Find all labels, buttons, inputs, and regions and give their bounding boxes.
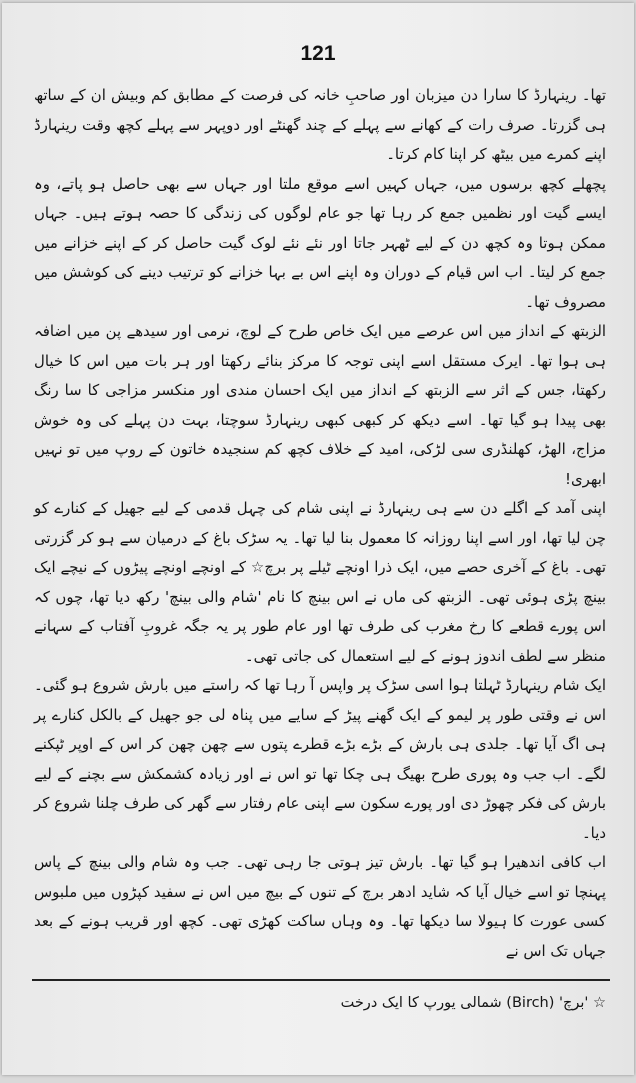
paragraph: اپنی آمد کے اگلے دن سے ہی رینہارڈ نے اپنی شام کی چہل قدمی کے لیے جھیل کے کنارے کو چن لیا تھا، اور اسے اپنا روزانہ کا معمول بنا لیا تھا۔ یہ سڑک باغ کے درمیان سے ہو کر گزرتی تھی۔ باغ کے آخری حصے میں، ایک ذرا اونچے ٹیلے پر برچ☆ کے اونچے اونچے پیڑوں کے نیچے ایک بینچ پڑی ہوئی تھی۔ الزبتھ کی ماں نے اس بینچ کا نام 'شام والی بینچ' رکھ دیا تھا، چوں کہ اس پورے قطعے کا رخ مغرب کی طرف تھا اور عام طور پر یہ جگہ غروبِ آفتاب کے سہانے منظر سے لطف اندوز ہونے کے لیے استعمال کی جاتی تھی۔ [34, 499, 606, 665]
footnote: ☆ 'برچ' (Birch) شمالی یورپ کا ایک درخت [340, 995, 606, 1011]
paragraph: پچھلے کچھ برسوں میں، جہاں کہیں اسے موقع ملتا اور جہاں سے بھی حاصل ہو پاتے، وہ ایسے گیت اور نظمیں جمع کر رہا تھا جو عام لوگوں کی زندگی کا حصہ ہوتے ہیں۔ جہاں ممکن ہوتا وہ کچھ دن کے لیے ٹھہر جاتا اور نئے نئے لوک گیت حاصل کر کے اپنے خزانے میں جمع کر لیتا۔ اب اس قیام کے دوران وہ اپنے اس بے بہا خزانے کو ترتیب دینے کی کوشش میں مصروف تھا۔ [34, 174, 606, 311]
page-body-text [34, 81, 606, 966]
paragraph: اب کافی اندھیرا ہو گیا تھا۔ بارش تیز ہوتی جا رہی تھی۔ جب وہ شام والی بینچ کے پاس پہنچا تو اسے خیال آیا کہ شاید ادھر برچ کے تنوں کے بیچ میں اس نے سفید کپڑوں میں ملبوس کسی عورت کا ہیولا سا دیکھا تھا۔ وہ وہاں ساکت کھڑی تھی۔ کچھ اور قریب ہونے کے بعد جہاں تک اس نے [34, 853, 606, 960]
paragraph: ایک شام رینہارڈ ٹہلتا ہوا اسی سڑک پر واپس آ رہا تھا کہ راستے میں بارش شروع ہو گئی۔ اس نے وقتی طور پر لیمو کے ایک گھنے پیڑ کے سایے میں پناہ لی جو جھیل کے بالکل کنارے پر ہی اگ آیا تھا۔ جلدی ہی بارش کے بڑے بڑے قطرے پتوں سے چھن چھن کر اس کے اوپر ٹپکنے لگے۔ اب جب وہ پوری طرح بھیگ ہی چکا تھا تو اس نے اور زیادہ کشمکش سے بچنے کے لیے بارش کی فکر چھوڑ دی اور پورے سکون سے اپنی عام رفتار سے گھر کی طرف چلنا شروع کر دیا۔ [34, 676, 606, 842]
paragraph: الزبتھ کے انداز میں اس عرصے میں ایک خاص طرح کے لوچ، نرمی اور سیدھے پن میں اضافہ ہی ہوا تھا۔ ایرک مستقل اسے اپنی توجہ کا مرکز بنائے رکھتا اور ہر بات میں اس کا خیال رکھتا، جس کے اثر سے الزبتھ کے انداز میں ایک احسان مندی اور منکسر مزاجی کا سا رنگ بھی پیدا ہو گیا تھا۔ اسے دیکھ کر کبھی کبھی رینہارڈ سوچتا، بہت دن پہلے کی وہ خوش مزاج، الھڑ، کھلنڈری سی لڑکی، امید کے خلاف کچھ کم سنجیدہ خاتون کے روپ میں تو نہیں ابھری! [34, 322, 606, 488]
paragraph: تھا۔ رینہارڈ کا سارا دن میزبان اور صاحبِ خانہ کی فرصت کے مطابق کم وبیش ان کے ساتھ ہی گزرتا۔ صرف رات کے کھانے سے پہلے کے چند گھنٹے اور دوپہر سے پہلے کچھ وقت رینہارڈ اپنے کمرے میں بیٹھ کر اپنا کام کرتا۔ [34, 86, 606, 163]
page-number: 121 [300, 42, 336, 65]
footnote-divider [32, 979, 610, 981]
book-page [2, 3, 634, 1075]
